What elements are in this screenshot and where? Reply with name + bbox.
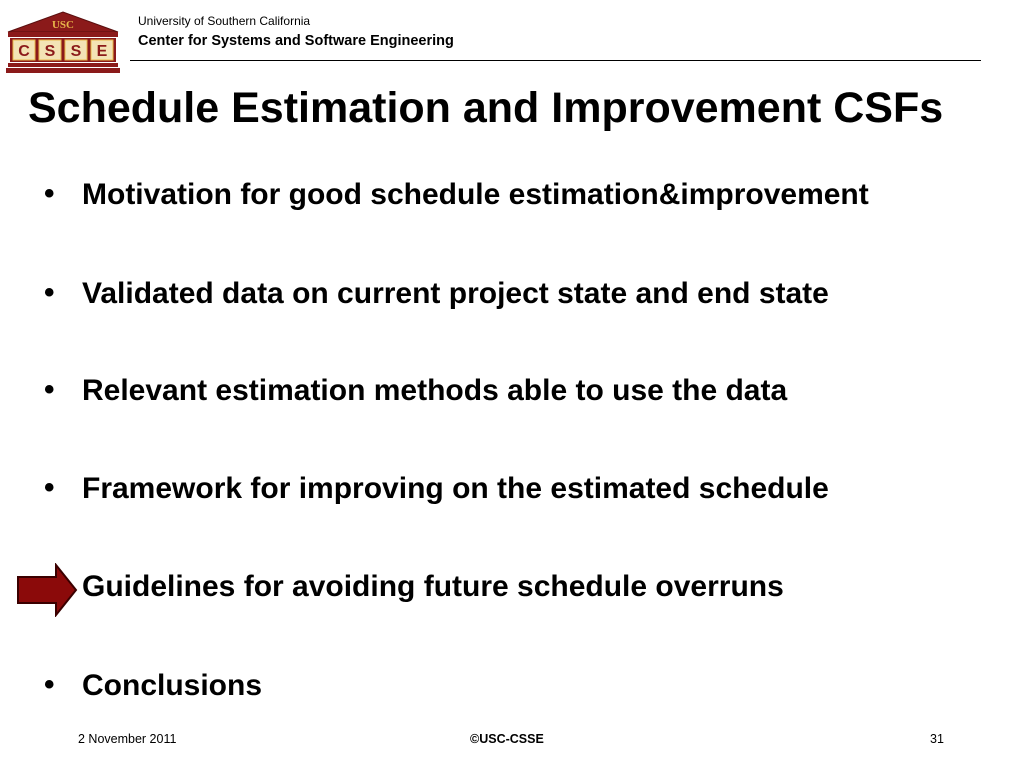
bullet-item — [0, 371, 1024, 411]
bullet-text: Guidelines for avoiding future schedule overruns — [82, 570, 784, 603]
svg-text:C: C — [18, 43, 30, 60]
bullet-item — [0, 274, 1024, 314]
slide-title: Schedule Estimation and Improvement CSFs — [28, 84, 944, 132]
svg-text:S: S — [44, 43, 56, 60]
bullet-dot: • — [44, 177, 55, 210]
bullet-text: Conclusions — [82, 669, 263, 702]
bullet-dot: • — [44, 373, 55, 406]
bullet-item — [0, 666, 1024, 706]
bullet-text: Validated data on current project state and end state — [82, 277, 829, 310]
bullet-dot: • — [44, 276, 55, 309]
svg-text:USC: USC — [51, 19, 75, 31]
bullet-item — [0, 175, 1024, 215]
arrow-right-icon — [16, 563, 78, 617]
org-name-center: Center for Systems and Software Engineering — [138, 33, 454, 49]
org-name-university: University of Southern California — [138, 14, 311, 28]
svg-text:S: S — [70, 43, 82, 60]
bullet-dot: • — [44, 668, 55, 701]
footer-date: 2 November 2011 — [78, 732, 177, 746]
svg-text:E: E — [96, 43, 108, 60]
footer-copyright: ©USC-CSSE — [470, 732, 544, 746]
bullet-text: Motivation for good schedule estimation&improvement — [82, 178, 869, 211]
bullet-item-current — [0, 567, 1024, 607]
bullet-dot: • — [44, 471, 55, 504]
bullet-text: Framework for improving on the estimated schedule — [82, 472, 829, 505]
footer-page-number: 31 — [930, 732, 944, 746]
bullet-text: Relevant estimation methods able to use the data — [82, 374, 788, 407]
bullet-item — [0, 469, 1024, 509]
